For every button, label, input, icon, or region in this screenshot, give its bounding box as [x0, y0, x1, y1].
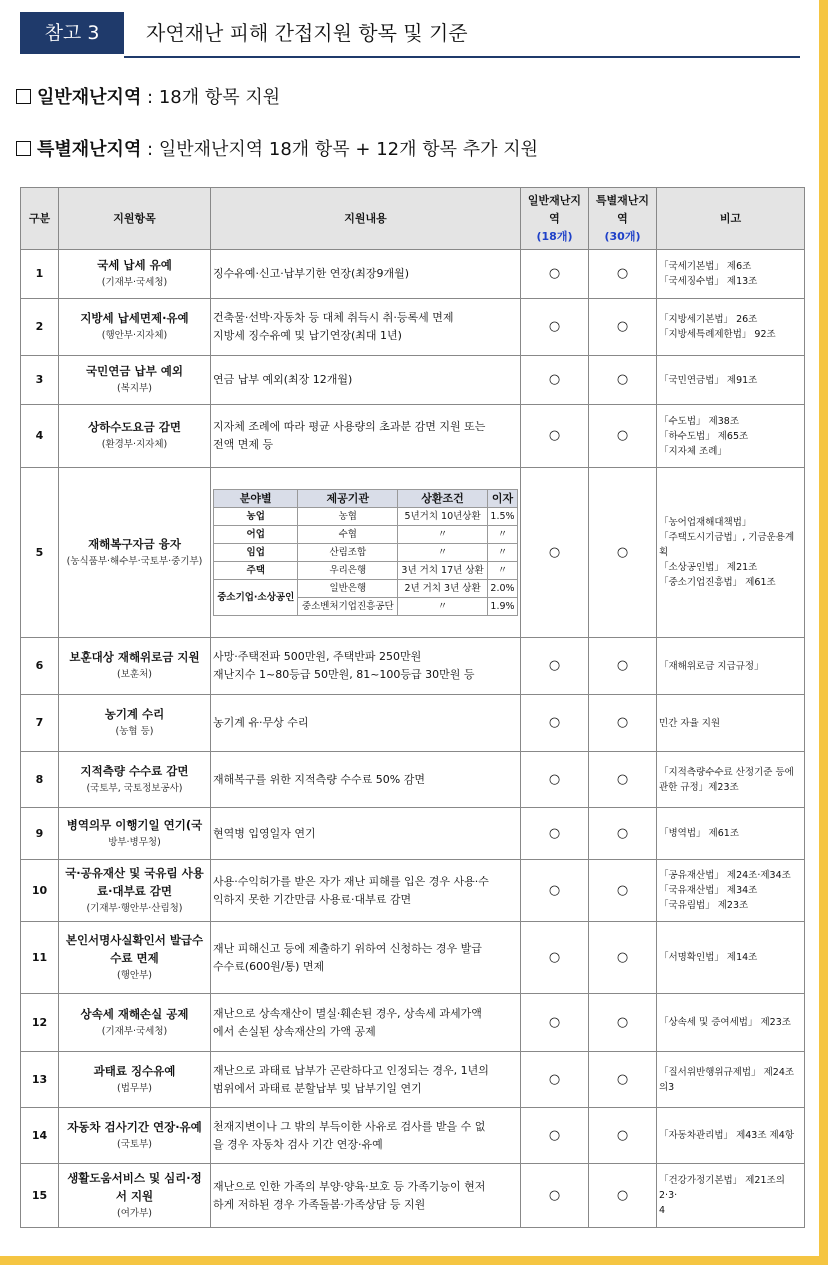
support-content: [211, 860, 521, 922]
loan-rate: 〃: [487, 526, 517, 544]
support-item: [59, 860, 211, 922]
table-row: [21, 1164, 805, 1228]
table-row: [21, 468, 805, 638]
special-mark: ○: [589, 1052, 657, 1108]
loan-header: 상환조건: [398, 490, 488, 508]
general-mark: ○: [521, 356, 589, 405]
general-mark: ○: [521, 250, 589, 299]
note-line: 「상속세 및 증여세법」 제23조: [659, 1017, 791, 1028]
content-line: 재난으로 과태료 납부가 곤란하다고 인정되는 경우, 1년의: [213, 1063, 489, 1077]
loan-sector: 농업: [214, 508, 298, 526]
loan-row: [214, 508, 518, 526]
general-area-line: [16, 85, 280, 111]
content-line: 농기계 유·무상 수리: [213, 716, 309, 729]
support-content: [211, 299, 521, 356]
general-mark: ○: [521, 994, 589, 1052]
note-cell: [657, 752, 805, 808]
table-row: [21, 299, 805, 356]
item-agency: (여가부): [117, 1207, 152, 1219]
table-row: [21, 638, 805, 695]
note-line: 민간 자율 지원: [659, 717, 721, 729]
support-content: [211, 468, 521, 638]
support-content: [211, 1108, 521, 1164]
support-content: [211, 752, 521, 808]
header-special-label: 특별재난지역: [595, 193, 650, 225]
note-line: 「건강가정기본법」 제21조의2·3·: [659, 1175, 785, 1201]
content-line: 지방세 징수유예 및 납기연장(최대 1년): [213, 329, 402, 342]
note-cell: [657, 695, 805, 752]
content-line: 익하지 못한 기간만큼 사용료·대부료 감면: [213, 892, 412, 906]
note-line: 「주택도시기금법」, 기금운용계: [659, 532, 795, 543]
loan-terms: 2년 거치 3년 상환: [398, 580, 488, 598]
note-line: 「국유재산법」 제34조: [659, 885, 758, 896]
item-name: 지방세 납세면제·유예: [80, 311, 189, 325]
row-number: 8: [21, 752, 59, 808]
support-item: [59, 695, 211, 752]
note-cell: [657, 299, 805, 356]
row-number: 12: [21, 994, 59, 1052]
loan-header: 제공기관: [298, 490, 398, 508]
item-agency: (국토부): [117, 1138, 152, 1150]
note-cell: [657, 1108, 805, 1164]
content-line: 수수료(600원/통) 면제: [213, 959, 325, 973]
content-line: 재해복구를 위한 지적측량 수수료 50% 감면: [213, 772, 425, 786]
loan-row: [214, 526, 518, 544]
loan-terms: 3년 거치 17년 상환: [398, 562, 488, 580]
note-line: 「국유림법」 제23조: [659, 900, 749, 911]
row-number: 6: [21, 638, 59, 695]
item-name: 본인서명사실확인서 발급수: [65, 932, 204, 947]
note-line: 「국세징수법」 제13조: [659, 276, 758, 287]
support-item: [59, 808, 211, 860]
general-area-text: : 18개 항목 지원: [141, 87, 281, 108]
item-agency: (법무부): [117, 1082, 152, 1094]
support-content: [211, 808, 521, 860]
loan-provider: 중소벤처기업진흥공단: [298, 598, 398, 616]
special-mark: ○: [589, 250, 657, 299]
note-cell: [657, 405, 805, 468]
table-row: [21, 994, 805, 1052]
general-mark: ○: [521, 752, 589, 808]
content-line: 재난지수 1~80등급 50만원, 81~100등급 30만원 등: [213, 668, 475, 681]
item-agency: (농협 등): [115, 726, 154, 737]
loan-sector: 주택: [214, 562, 298, 580]
special-mark: ○: [589, 356, 657, 405]
note-line: 「국민연금법」 제91조: [659, 374, 758, 386]
item-agency: (복지부): [117, 383, 152, 394]
support-item: [59, 994, 211, 1052]
item-name: 병역의무 이행기일 연기(국: [66, 817, 203, 832]
support-item: [59, 468, 211, 638]
note-line: 「지적측량수수료 산정기준 등에: [659, 766, 794, 778]
support-content: [211, 994, 521, 1052]
special-area-label: 특별재난지역: [37, 139, 142, 160]
note-line: 「수도법」 제38조: [659, 415, 739, 427]
content-line: 현역병 입영일자 연기: [213, 826, 316, 840]
note-line: 「질서위반행위규제법」 제24조: [659, 1066, 795, 1078]
item-name: 과태료 징수유예: [93, 1063, 176, 1078]
row-number: 14: [21, 1108, 59, 1164]
content-line: 천재지변이나 그 밖의 부득이한 사유로 검사를 받을 수 없: [213, 1119, 486, 1133]
table-row: [21, 250, 805, 299]
loan-rate: 〃: [487, 544, 517, 562]
item-name: 생활도움서비스 및 심리·정: [67, 1170, 202, 1185]
special-mark: ○: [589, 808, 657, 860]
support-content: [211, 922, 521, 994]
reference-badge: 참고 3: [20, 12, 124, 54]
special-mark: ○: [589, 695, 657, 752]
checkbox-square-icon: [16, 141, 31, 156]
header-special-count: (30개): [604, 229, 641, 243]
note-line: 「소상공인법」 제21조: [659, 562, 758, 573]
item-agency: (국토부, 국토정보공사): [86, 782, 183, 794]
item-name: 농기계 수리: [104, 707, 165, 721]
note-line: 「중소기업진흥법」 제61조: [659, 577, 776, 588]
item-name: 국세 납세 유예: [97, 258, 172, 272]
content-line: 을 경우 자동차 검사 기간 연장·유예: [213, 1137, 383, 1151]
support-item: [59, 405, 211, 468]
row-number: 5: [21, 468, 59, 638]
loan-sector: 어업: [214, 526, 298, 544]
item-name: 국·공유재산 및 국유림 사용: [65, 865, 204, 880]
note-line: 획: [659, 547, 669, 558]
special-mark: ○: [589, 1164, 657, 1228]
item-agency: (보훈처): [117, 669, 152, 680]
loan-provider: 일반은행: [298, 580, 398, 598]
note-cell: [657, 1052, 805, 1108]
support-item: [59, 1052, 211, 1108]
support-items-table: [20, 187, 805, 1228]
row-number: 3: [21, 356, 59, 405]
note-line: 「국세기본법」 제6조: [659, 261, 752, 272]
header-no: 구분: [21, 188, 59, 250]
general-mark: ○: [521, 922, 589, 994]
row-number: 10: [21, 860, 59, 922]
note-line: 관한 규정」제23조: [659, 781, 739, 793]
table-row: [21, 808, 805, 860]
loan-terms: 5년거치 10년상환: [398, 508, 488, 526]
item-name: 상하수도요금 감면: [88, 420, 181, 434]
loan-rate: 1.5%: [487, 508, 517, 526]
general-mark: ○: [521, 1164, 589, 1228]
row-number: 9: [21, 808, 59, 860]
table-row: [21, 695, 805, 752]
document-header: [20, 8, 800, 60]
special-mark: ○: [589, 405, 657, 468]
loan-rate: 2.0%: [487, 580, 517, 598]
content-line: 재난으로 인한 가족의 부양·양육·보호 등 가족기능이 현저: [213, 1179, 486, 1193]
support-content: [211, 356, 521, 405]
header-item: 지원항목: [59, 188, 211, 250]
loan-rate: 〃: [487, 562, 517, 580]
row-number: 11: [21, 922, 59, 994]
loan-rate: 1.9%: [487, 598, 517, 616]
special-mark: ○: [589, 922, 657, 994]
content-line: 재난 피해신고 등에 제출하기 위하여 신청하는 경우 발급: [213, 941, 482, 955]
support-content: [211, 1052, 521, 1108]
item-agency: (농식품부·해수부·국토부·중기부): [66, 555, 203, 567]
loan-row: [214, 544, 518, 562]
header-underline: [124, 56, 800, 58]
support-item: [59, 250, 211, 299]
loan-provider: 우리은행: [298, 562, 398, 580]
content-line: 에서 손실된 상속재산의 가액 공제: [213, 1024, 376, 1038]
loan-terms: 〃: [398, 598, 488, 616]
row-number: 13: [21, 1052, 59, 1108]
content-line: 전액 면제 등: [213, 438, 274, 451]
table-header-row: [21, 188, 805, 250]
loan-terms: 〃: [398, 526, 488, 544]
special-mark: ○: [589, 638, 657, 695]
special-mark: ○: [589, 1108, 657, 1164]
support-item: [59, 752, 211, 808]
checkbox-square-icon: [16, 89, 31, 104]
item-name: 국민연금 납부 예외: [86, 364, 183, 378]
content-line: 사용·수익허가를 받은 자가 재난 피해를 입은 경우 사용·수: [213, 874, 489, 888]
general-mark: ○: [521, 695, 589, 752]
content-line: 재난으로 상속재산이 멸실·훼손된 경우, 상속세 과세가액: [213, 1006, 482, 1020]
note-line: 「지방세기본법」 26조: [659, 314, 758, 325]
general-mark: ○: [521, 299, 589, 356]
support-item: [59, 638, 211, 695]
note-cell: [657, 356, 805, 405]
note-cell: [657, 922, 805, 994]
support-item: [59, 1108, 211, 1164]
special-mark: ○: [589, 994, 657, 1052]
loan-table: [213, 489, 518, 616]
item-agency: (행안부·지자체): [101, 330, 168, 341]
header-general-count: (18개): [536, 229, 573, 243]
page-title: 자연재난 피해 간접지원 항목 및 기준: [146, 21, 468, 45]
general-mark: ○: [521, 860, 589, 922]
table-row: [21, 922, 805, 994]
general-mark: ○: [521, 405, 589, 468]
note-cell: [657, 468, 805, 638]
general-mark: ○: [521, 638, 589, 695]
loan-sector: 임업: [214, 544, 298, 562]
item-name: 재해복구자금 융자: [88, 536, 181, 551]
note-line: 「지자체 조례」: [659, 445, 727, 457]
item-agency: 방부·병무청): [108, 836, 161, 848]
row-number: 7: [21, 695, 59, 752]
table-row: [21, 1108, 805, 1164]
note-cell: [657, 1164, 805, 1228]
note-line: 「하수도법」 제65조: [659, 430, 749, 442]
special-mark: ○: [589, 860, 657, 922]
loan-row: [214, 562, 518, 580]
support-item: [59, 299, 211, 356]
loan-header: 분야별: [214, 490, 298, 508]
support-content: [211, 695, 521, 752]
item-name: 상속세 재해손실 공제: [80, 1006, 189, 1021]
content-line: 연금 납부 예외(최장 12개월): [213, 373, 353, 386]
note-line: 4: [659, 1205, 666, 1216]
general-mark: ○: [521, 808, 589, 860]
special-mark: ○: [589, 299, 657, 356]
item-name: 지적측량 수수료 감면: [80, 763, 189, 778]
support-item: [59, 922, 211, 994]
content-line: 건축물·선박·자동차 등 대체 취득시 취·등록세 면제: [213, 311, 454, 324]
special-area-line: [16, 137, 538, 163]
note-line: 「지방세특례제한법」 92조: [659, 329, 776, 340]
item-agency: (기재부·국세청): [101, 1025, 168, 1037]
row-number: 4: [21, 405, 59, 468]
loan-row: [214, 580, 518, 598]
special-mark: ○: [589, 468, 657, 638]
item-agency: (기재부·행안부·산림청): [86, 902, 183, 914]
row-number: 15: [21, 1164, 59, 1228]
table-row: [21, 356, 805, 405]
note-line: 「공유재산법」 제24조·제34조: [659, 870, 791, 881]
note-cell: [657, 250, 805, 299]
header-note: 비고: [657, 188, 805, 250]
general-area-label: 일반재난지역: [37, 87, 142, 108]
row-number: 2: [21, 299, 59, 356]
support-item: [59, 356, 211, 405]
content-line: 지자체 조례에 따라 평균 사용량의 초과분 감면 지원 또는: [213, 420, 486, 433]
loan-provider: 농협: [298, 508, 398, 526]
note-line: 「서명확인법」 제14조: [659, 952, 758, 963]
item-name-cont: 료·대부료 감면: [96, 883, 173, 898]
note-line: 「농어업재해대책법」: [659, 517, 752, 528]
item-name: 자동차 검사기간 연장·유예: [67, 1119, 202, 1134]
header-special: [589, 188, 657, 250]
note-cell: [657, 860, 805, 922]
support-content: [211, 405, 521, 468]
support-content: [211, 1164, 521, 1228]
loan-provider: 수협: [298, 526, 398, 544]
item-name-cont: 수료 면제: [110, 950, 159, 965]
content-line: 하게 저하된 경우 가족돌봄·가족상담 등 지원: [213, 1197, 426, 1211]
table-row: [21, 752, 805, 808]
row-number: 1: [21, 250, 59, 299]
note-cell: [657, 808, 805, 860]
general-mark: ○: [521, 1108, 589, 1164]
table-row: [21, 1052, 805, 1108]
table-row: [21, 405, 805, 468]
support-content: [211, 250, 521, 299]
content-line: 사망·주택전파 500만원, 주택반파 250만원: [213, 650, 422, 663]
item-name: 보훈대상 재해위로금 지원: [69, 650, 200, 664]
header-content: 지원내용: [211, 188, 521, 250]
note-line: 「자동차관리법」 제43조 제4항: [659, 1130, 794, 1141]
general-mark: ○: [521, 1052, 589, 1108]
content-line: 징수유예·신고·납부기한 연장(최장9개월): [213, 267, 410, 280]
header-general: [521, 188, 589, 250]
item-name-cont: 서 지원: [115, 1188, 154, 1203]
loan-header-row: [214, 490, 518, 508]
loan-terms: 〃: [398, 544, 488, 562]
content-line: 범위에서 과태료 분할납부 및 납부기일 연기: [213, 1081, 422, 1095]
note-cell: [657, 638, 805, 695]
loan-header: 이자: [487, 490, 517, 508]
note-line: 「병역법」 제61조: [659, 828, 739, 839]
special-area-text: : 일반재난지역 18개 항목 + 12개 항목 추가 지원: [141, 139, 538, 160]
note-cell: [657, 994, 805, 1052]
item-agency: (행안부): [117, 969, 152, 981]
header-general-label: 일반재난지역: [527, 193, 582, 225]
item-agency: (기재부·국세청): [101, 277, 168, 288]
table-row: [21, 860, 805, 922]
special-mark: ○: [589, 752, 657, 808]
general-mark: ○: [521, 468, 589, 638]
note-line: 의3: [659, 1081, 675, 1093]
note-line: 「재해위로금 지급규정」: [659, 660, 764, 672]
support-content: [211, 638, 521, 695]
item-agency: (환경부·지자체): [101, 439, 168, 450]
support-item: [59, 1164, 211, 1228]
loan-provider: 산림조합: [298, 544, 398, 562]
loan-sector: 중소기업·소상공인: [214, 580, 298, 616]
